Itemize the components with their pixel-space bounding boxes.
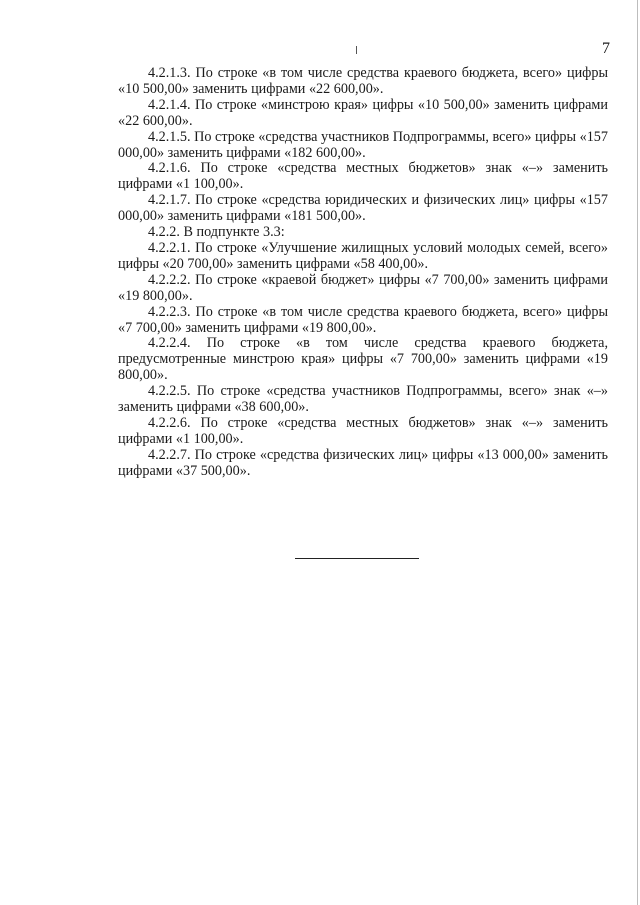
paragraph-4-2-2-4: 4.2.2.4. По строке «в том числе средства краевого бюджета, предусмотренные минстрою края» цифры «7 700,00» заменить цифрами «19 800,00».	[118, 335, 608, 384]
paragraph-4-2-1-4: 4.2.1.4. По строке «минстрою края» цифры «10 500,00» заменить цифрами «22 600,00».	[118, 96, 608, 129]
paragraph-4-2-2-3: 4.2.2.3. По строке «в том числе средства краевого бюджета, всего» цифры «7 700,00» заменить цифрами «19 800,00».	[118, 303, 608, 336]
amendment-list	[118, 66, 608, 480]
paragraph-4-2-2-2: 4.2.2.2. По строке «краевой бюджет» цифры «7 700,00» заменить цифрами «19 800,00».	[118, 271, 608, 304]
page-number: 7	[602, 40, 610, 57]
paragraph-4-2-2-1: 4.2.2.1. По строке «Улучшение жилищных условий молодых семей, всего» цифры «20 700,00» заменить цифрами «58 400,00».	[118, 239, 608, 272]
paragraph-4-2-2-6: 4.2.2.6. По строке «средства местных бюджетов» знак «–» заменить цифрами «1 100,00».	[118, 414, 608, 447]
page-edge	[637, 0, 638, 905]
paragraph-4-2-2-7: 4.2.2.7. По строке «средства физических лиц» цифры «13 000,00» заменить цифрами «37 500,00».	[118, 446, 608, 479]
end-separator-line	[295, 558, 419, 559]
paragraph-4-2-1-7: 4.2.1.7. По строке «средства юридических и физических лиц» цифры «157 000,00» заменить цифрами «181 500,00».	[118, 192, 608, 225]
paragraph-4-2-1-3: 4.2.1.3. По строке «в том числе средства краевого бюджета, всего» цифры «10 500,00» заменить цифрами «22 600,00».	[118, 65, 608, 97]
paragraph-4-2-2: 4.2.2. В подпункте 3.3:	[148, 224, 285, 241]
paragraph-4-2-2-5: 4.2.2.5. По строке «средства участников Подпрограммы, всего» знак «–» заменить цифрами «38 600,00».	[118, 383, 608, 416]
scan-speck	[356, 46, 357, 54]
paragraph-4-2-1-6: 4.2.1.6. По строке «средства местных бюджетов» знак «–» заменить цифрами «1 100,00».	[118, 160, 608, 193]
paragraph-4-2-1-5: 4.2.1.5. По строке «средства участников Подпрограммы, всего» цифры «157 000,00» заменить цифрами «182 600,00».	[118, 128, 608, 161]
